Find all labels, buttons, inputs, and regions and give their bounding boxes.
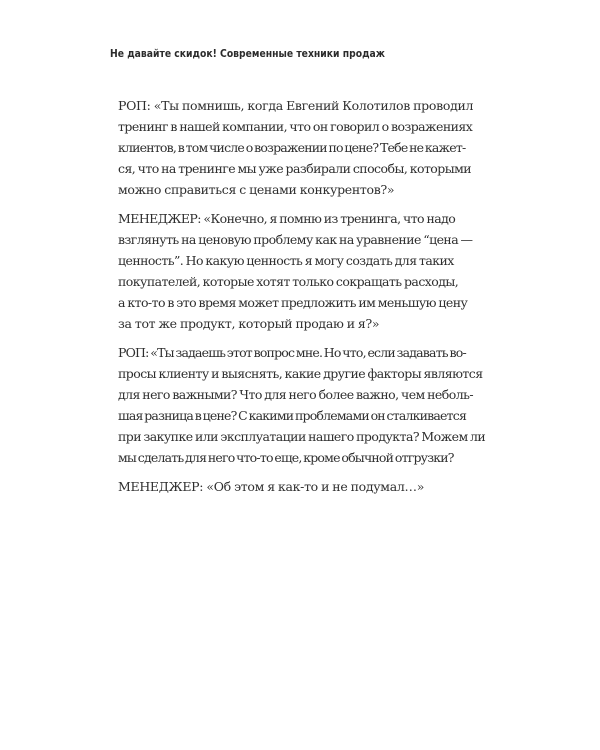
text-line: шая разница в цене? С какими проблемами он сталкивается [118,408,467,423]
paragraph-manager-1 [118,208,490,334]
running-header: Не давайте скидок! Современные техники продаж [110,48,385,60]
text-line: а кто-то в это время может предложить им меньшую цену [118,295,468,310]
text-line: РОП: «Ты помнишь, когда Евгений Колотилов проводил [118,98,474,113]
text-line: взглянуть на ценовую проблему как на уравнение “цена — [118,232,473,247]
paragraph-rop-1 [118,95,490,200]
text-line: тренинг в нашей компании, что он говорил о возражениях [118,119,473,134]
paragraph-manager-2 [118,476,490,497]
text-line: просы клиенту и выяснять, какие другие факторы являются [118,366,483,381]
text-line: для него важными? Что для него более важно, чем неболь- [118,387,474,402]
text-line: при закупке или эксплуатации нашего продукта? Можем ли [118,429,486,444]
text-line: МЕНЕДЖЕР: «Об этом я как-то и не подумал…» [118,479,425,494]
text-line: можно справиться с ценами конкурентов?» [118,182,395,197]
text-line: покупателей, которые хотят только сокращать расходы, [118,274,459,289]
text-line: за тот же продукт, который продаю и я?» [118,316,380,331]
text-line: ценность”. Но какую ценность я могу создать для таких [118,253,454,268]
paragraph-rop-2 [118,342,490,468]
text-line: мы сделать для него что-то еще, кроме обычной отгрузки? [118,450,454,465]
text-line: МЕНЕДЖЕР: «Конечно, я помню из тренинга, что надо [118,211,456,226]
body-text [118,95,490,505]
text-line: РОП: «Ты задаешь этот вопрос мне. Но что, если задавать во- [118,345,466,360]
text-line: клиентов, в том числе о возражении по цене? Тебе не кажет- [118,140,466,155]
text-line: ся, что на тренинге мы уже разбирали способы, которыми [118,161,472,176]
